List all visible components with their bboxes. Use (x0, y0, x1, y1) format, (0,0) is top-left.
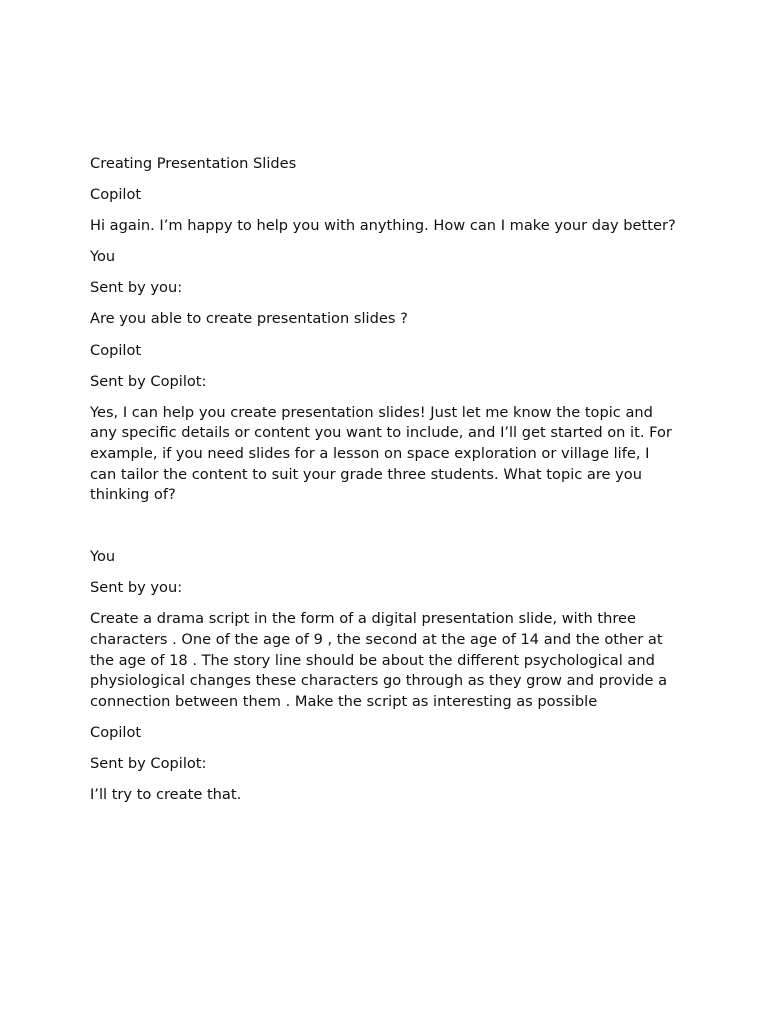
speaker-label: Copilot (90, 723, 142, 741)
message-text: Hi again. I’m happy to help you with anything. How can I make your day better? (90, 217, 676, 235)
message-text: Are you able to create presentation slides ? (90, 310, 408, 328)
document-title: Creating Presentation Slides (90, 155, 297, 172)
message-text: Yes, I can help you create presentation slides! Just let me know the topic and any specific details or content you want to include, and I’ll get started on it. For example, if you need slides for a lesson on space exploration or village life, I can tailor the content to suit your grade three students. What topic are you thinking of? (90, 403, 672, 504)
speaker-label: Copilot (90, 341, 142, 359)
speaker-label: You (90, 248, 116, 266)
message-text: Create a drama script in the form of a digital presentation slide, with three characters . One of the age of 9 , the second at the age of 14 and the other at the age of 18 . The story line should be about the different psychological and physiological changes these characters go through as they grow and provide a connection between them . Make the script as interesting as possible (90, 610, 668, 710)
sent-by-label: Sent by Copilot: (90, 372, 207, 390)
sent-by-label: Sent by you: (90, 579, 183, 597)
speaker-label: You (90, 548, 116, 566)
message-text: I’ll try to create that. (90, 786, 242, 804)
document-page (90, 154, 680, 816)
sent-by-label: Sent by you: (90, 279, 183, 297)
blank-line (90, 516, 680, 547)
speaker-label: Copilot (90, 186, 142, 204)
sent-by-label: Sent by Copilot: (90, 754, 207, 772)
